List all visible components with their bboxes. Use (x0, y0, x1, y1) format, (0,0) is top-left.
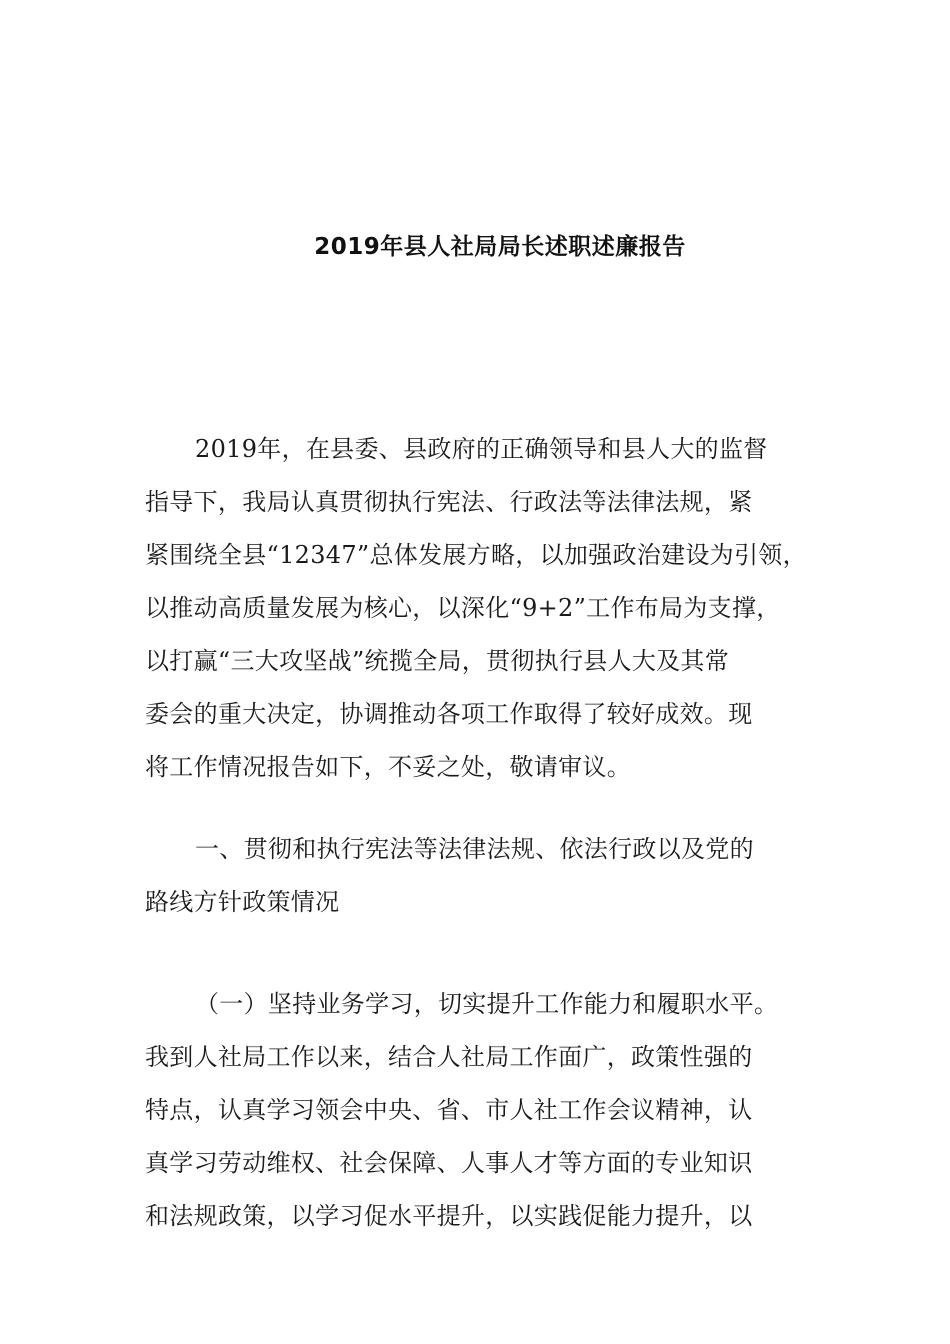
document-title: 2019年县人社局局长述职述廉报告 (314, 234, 686, 260)
paragraph-line: 2019年，在县委、县政府的正确领导和县人大的监督 (195, 435, 768, 463)
paragraph-subsection-1 (145, 978, 835, 1243)
paragraph-intro (145, 423, 835, 794)
paragraph-line: 指导下，我局认真贯彻执行宪法、行政法等法律法规，紧 (145, 488, 753, 516)
paragraph-line: 真学习劳动维权、社会保障、人事人才等方面的专业知识 (145, 1149, 753, 1177)
paragraph-line: 特点，认真学习领会中央、省、市人社工作会议精神，认 (145, 1096, 753, 1124)
paragraph-line: （一）坚持业务学习，切实提升工作能力和履职水平。 (195, 990, 779, 1018)
paragraph-line: 委会的重大决定，协调推动各项工作取得了较好成效。现 (145, 700, 753, 728)
paragraph-line: 以打赢“三大攻坚战”统揽全局，贯彻执行县人大及其常 (145, 647, 730, 675)
paragraph-line: 以推动高质量发展为核心，以深化“9+2”工作布局为支撑， (145, 594, 781, 622)
paragraph-line: 我到人社局工作以来，结合人社局工作面广，政策性强的 (145, 1043, 753, 1071)
heading-line: 一、贯彻和执行宪法等法律法规、依法行政以及党的 (195, 835, 754, 863)
paragraph-line: 和法规政策，以学习促水平提升，以实践促能力提升，以 (145, 1202, 753, 1230)
section-heading (145, 823, 835, 929)
paragraph-line: 紧围绕全县“12347”总体发展方略，以加强政治建设为引领， (145, 541, 807, 569)
heading-line: 路线方针政策情况 (145, 888, 340, 916)
paragraph-line: 将工作情况报告如下，不妥之处，敬请审议。 (145, 753, 631, 781)
